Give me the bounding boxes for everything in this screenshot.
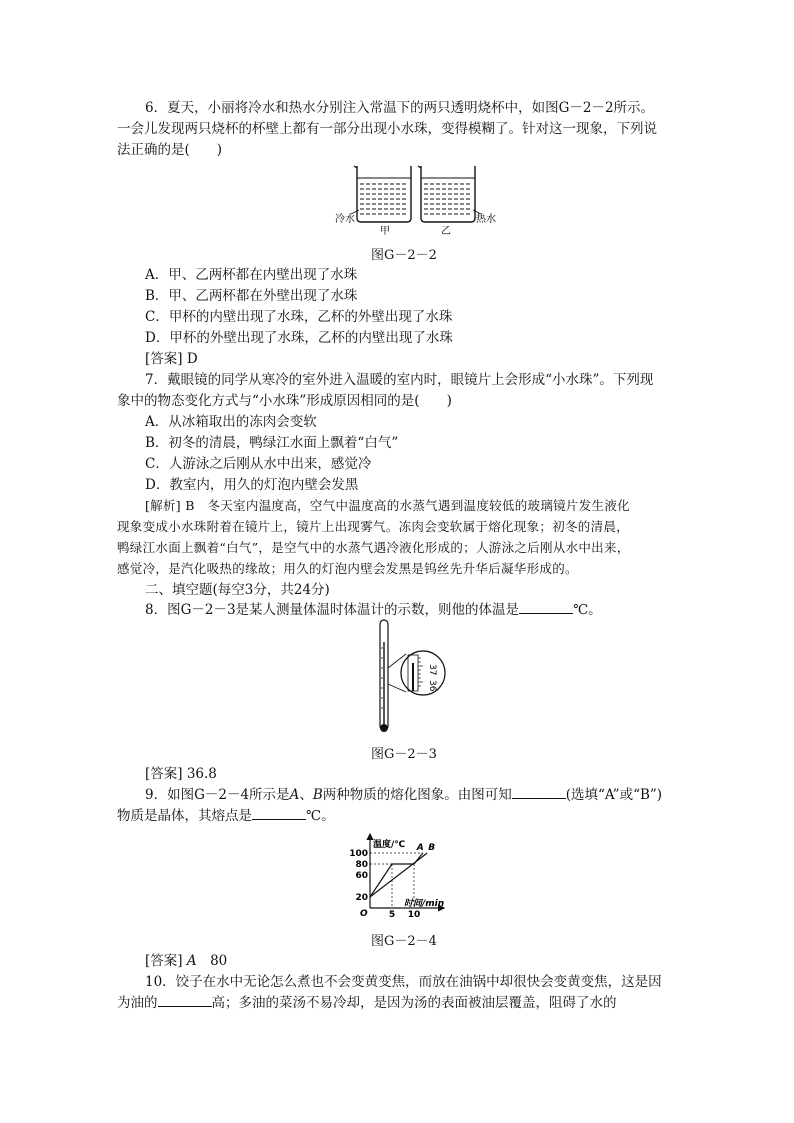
q7-line1: 7．戴眼镜的同学从寒冷的室外进入温暖的室内时，眼镜片上会形成“小水珠”。下列现 xyxy=(145,372,654,388)
q6-option-d: D．甲杯的外壁出现了水珠，乙杯的内壁出现了水珠 xyxy=(145,330,453,346)
q7-option-d: D．教室内，用久的灯泡内壁会发黑 xyxy=(145,477,359,493)
fig-caption-g24: 图G－2－4 xyxy=(371,934,437,949)
label-cold-water: 冷水 xyxy=(335,214,355,225)
y-axis-label: 温度/℃ xyxy=(373,840,406,850)
q10-blank xyxy=(158,994,212,1007)
thermometer-figure xyxy=(368,618,448,740)
y-tick-label: 80 xyxy=(355,860,368,870)
q7-option-a: A．从冰箱取出的冻肉会变软 xyxy=(145,414,317,430)
q9-line2-after: ℃。 xyxy=(306,808,335,824)
q9-line1-tail: (选填“A”或“B”) xyxy=(565,787,663,803)
q10-line2 xyxy=(117,993,617,1013)
q7-analysis-3: 鸭绿江水面上飘着“白气”，是空气中的水蒸气遇冷液化形成的；人游泳之后刚从水中出来， xyxy=(117,540,630,555)
q8-text-before: 8．图G－2－3是某人测量体温时体温计的示数，则他的体温是 xyxy=(145,602,520,618)
x-axis-label: 时间/min xyxy=(404,899,445,909)
q7-analysis-2: 现象变成小水珠附着在镜片上，镜片上出现雾气。冻肉会变软属于熔化现象；初冬的清晨， xyxy=(117,519,630,534)
q9-answer-value: A xyxy=(186,953,197,969)
q7-analysis-4: 感觉冷，是汽化吸热的缘故；用久的灯泡内壁会发黑是钨丝先升华后凝华形成的。 xyxy=(117,561,578,576)
q6-option-c: C．甲杯的内壁出现了水珠，乙杯的外壁出现了水珠 xyxy=(145,309,453,325)
q9-blank-2 xyxy=(252,807,306,820)
scale-37: 37 xyxy=(427,664,437,676)
q9-line1-mid: 、 xyxy=(299,787,313,803)
q7-option-b: B．初冬的清晨，鸭绿江水面上飘着“白气” xyxy=(145,435,399,451)
x-tick-label: 10 xyxy=(407,910,421,920)
q9-answer xyxy=(145,951,227,971)
q6-option-a: A．甲、乙两杯都在内壁出现了水珠 xyxy=(145,267,358,283)
y-tick-label: 100 xyxy=(349,849,368,859)
series-label-B: B xyxy=(428,843,436,853)
q7-option-c: C．人游泳之后刚从水中出来，感觉冷 xyxy=(145,456,372,472)
q9-blank-1 xyxy=(512,786,566,799)
q10-line2-after: 高；多油的菜汤不易冷却，是因为汤的表面被油层覆盖，阻碍了水的 xyxy=(211,995,617,1011)
q6-answer: [答案] D xyxy=(145,351,198,367)
q9-line1-after: 两种物质的熔化图象。由图可知 xyxy=(322,787,512,803)
section-fill-blank: 二、填空题(每空3分，共24分) xyxy=(145,582,330,598)
q9-line1 xyxy=(145,785,662,805)
q9-line1-b: B xyxy=(312,787,323,803)
melting-chart xyxy=(340,828,450,923)
beakers-figure xyxy=(335,160,500,238)
q7-analysis-1: [解析] B 冬天室内温度高，空气中温度高的水蒸气遇到温度较低的玻璃镜片发生液化 xyxy=(145,498,630,513)
q9-line1-before: 9．如图G－2－4所示是 xyxy=(145,787,290,803)
label-jia: 甲 xyxy=(380,226,390,237)
q9-line2 xyxy=(117,806,335,826)
y-tick-label: 20 xyxy=(355,893,368,903)
q6-option-b: B．甲、乙两杯都在外壁出现了水珠 xyxy=(145,288,358,304)
fig-caption-g22: 图G－2－2 xyxy=(371,248,437,263)
series-label-A: A xyxy=(416,843,424,853)
q8-question xyxy=(145,600,602,620)
origin-label: O xyxy=(360,909,368,919)
q10-line2-before: 为油的 xyxy=(117,995,158,1011)
fig-caption-g23: 图G－2－3 xyxy=(371,747,437,762)
y-tick-label: 60 xyxy=(355,871,368,881)
q6-line2: 一会儿发现两只烧杯的杯壁上都有一部分出现小水珠，变得模糊了。针对这一现象，下列说 xyxy=(117,121,657,137)
q9-line2-before: 物质是晶体，其熔点是 xyxy=(117,808,252,824)
q6-line1: 6．夏天，小丽将冷水和热水分别注入常温下的两只透明烧杯中，如图G－2－2所示。 xyxy=(145,100,655,116)
q9-answer-number: 80 xyxy=(210,953,228,969)
series-line-B xyxy=(370,853,427,897)
q9-line1-a: A xyxy=(289,787,300,803)
scale-36: 36 xyxy=(427,680,437,692)
q7-line2: 象中的物态变化方式与“小水珠”形成原因相同的是( ) xyxy=(117,393,452,409)
q8-answer: [答案] 36.8 xyxy=(145,766,217,782)
q8-text-after: ℃。 xyxy=(573,602,602,618)
q9-answer-prefix: [答案] xyxy=(145,953,183,969)
q8-blank xyxy=(519,601,573,614)
label-yi: 乙 xyxy=(441,226,451,237)
label-hot-water: 热水 xyxy=(476,214,496,225)
q6-line3: 法正确的是( ) xyxy=(117,142,223,158)
q10-line1: 10．饺子在水中无论怎么煮也不会变黄变焦，而放在油锅中却很快会变黄变焦，这是因 xyxy=(145,974,662,990)
x-tick-label: 5 xyxy=(388,910,396,920)
